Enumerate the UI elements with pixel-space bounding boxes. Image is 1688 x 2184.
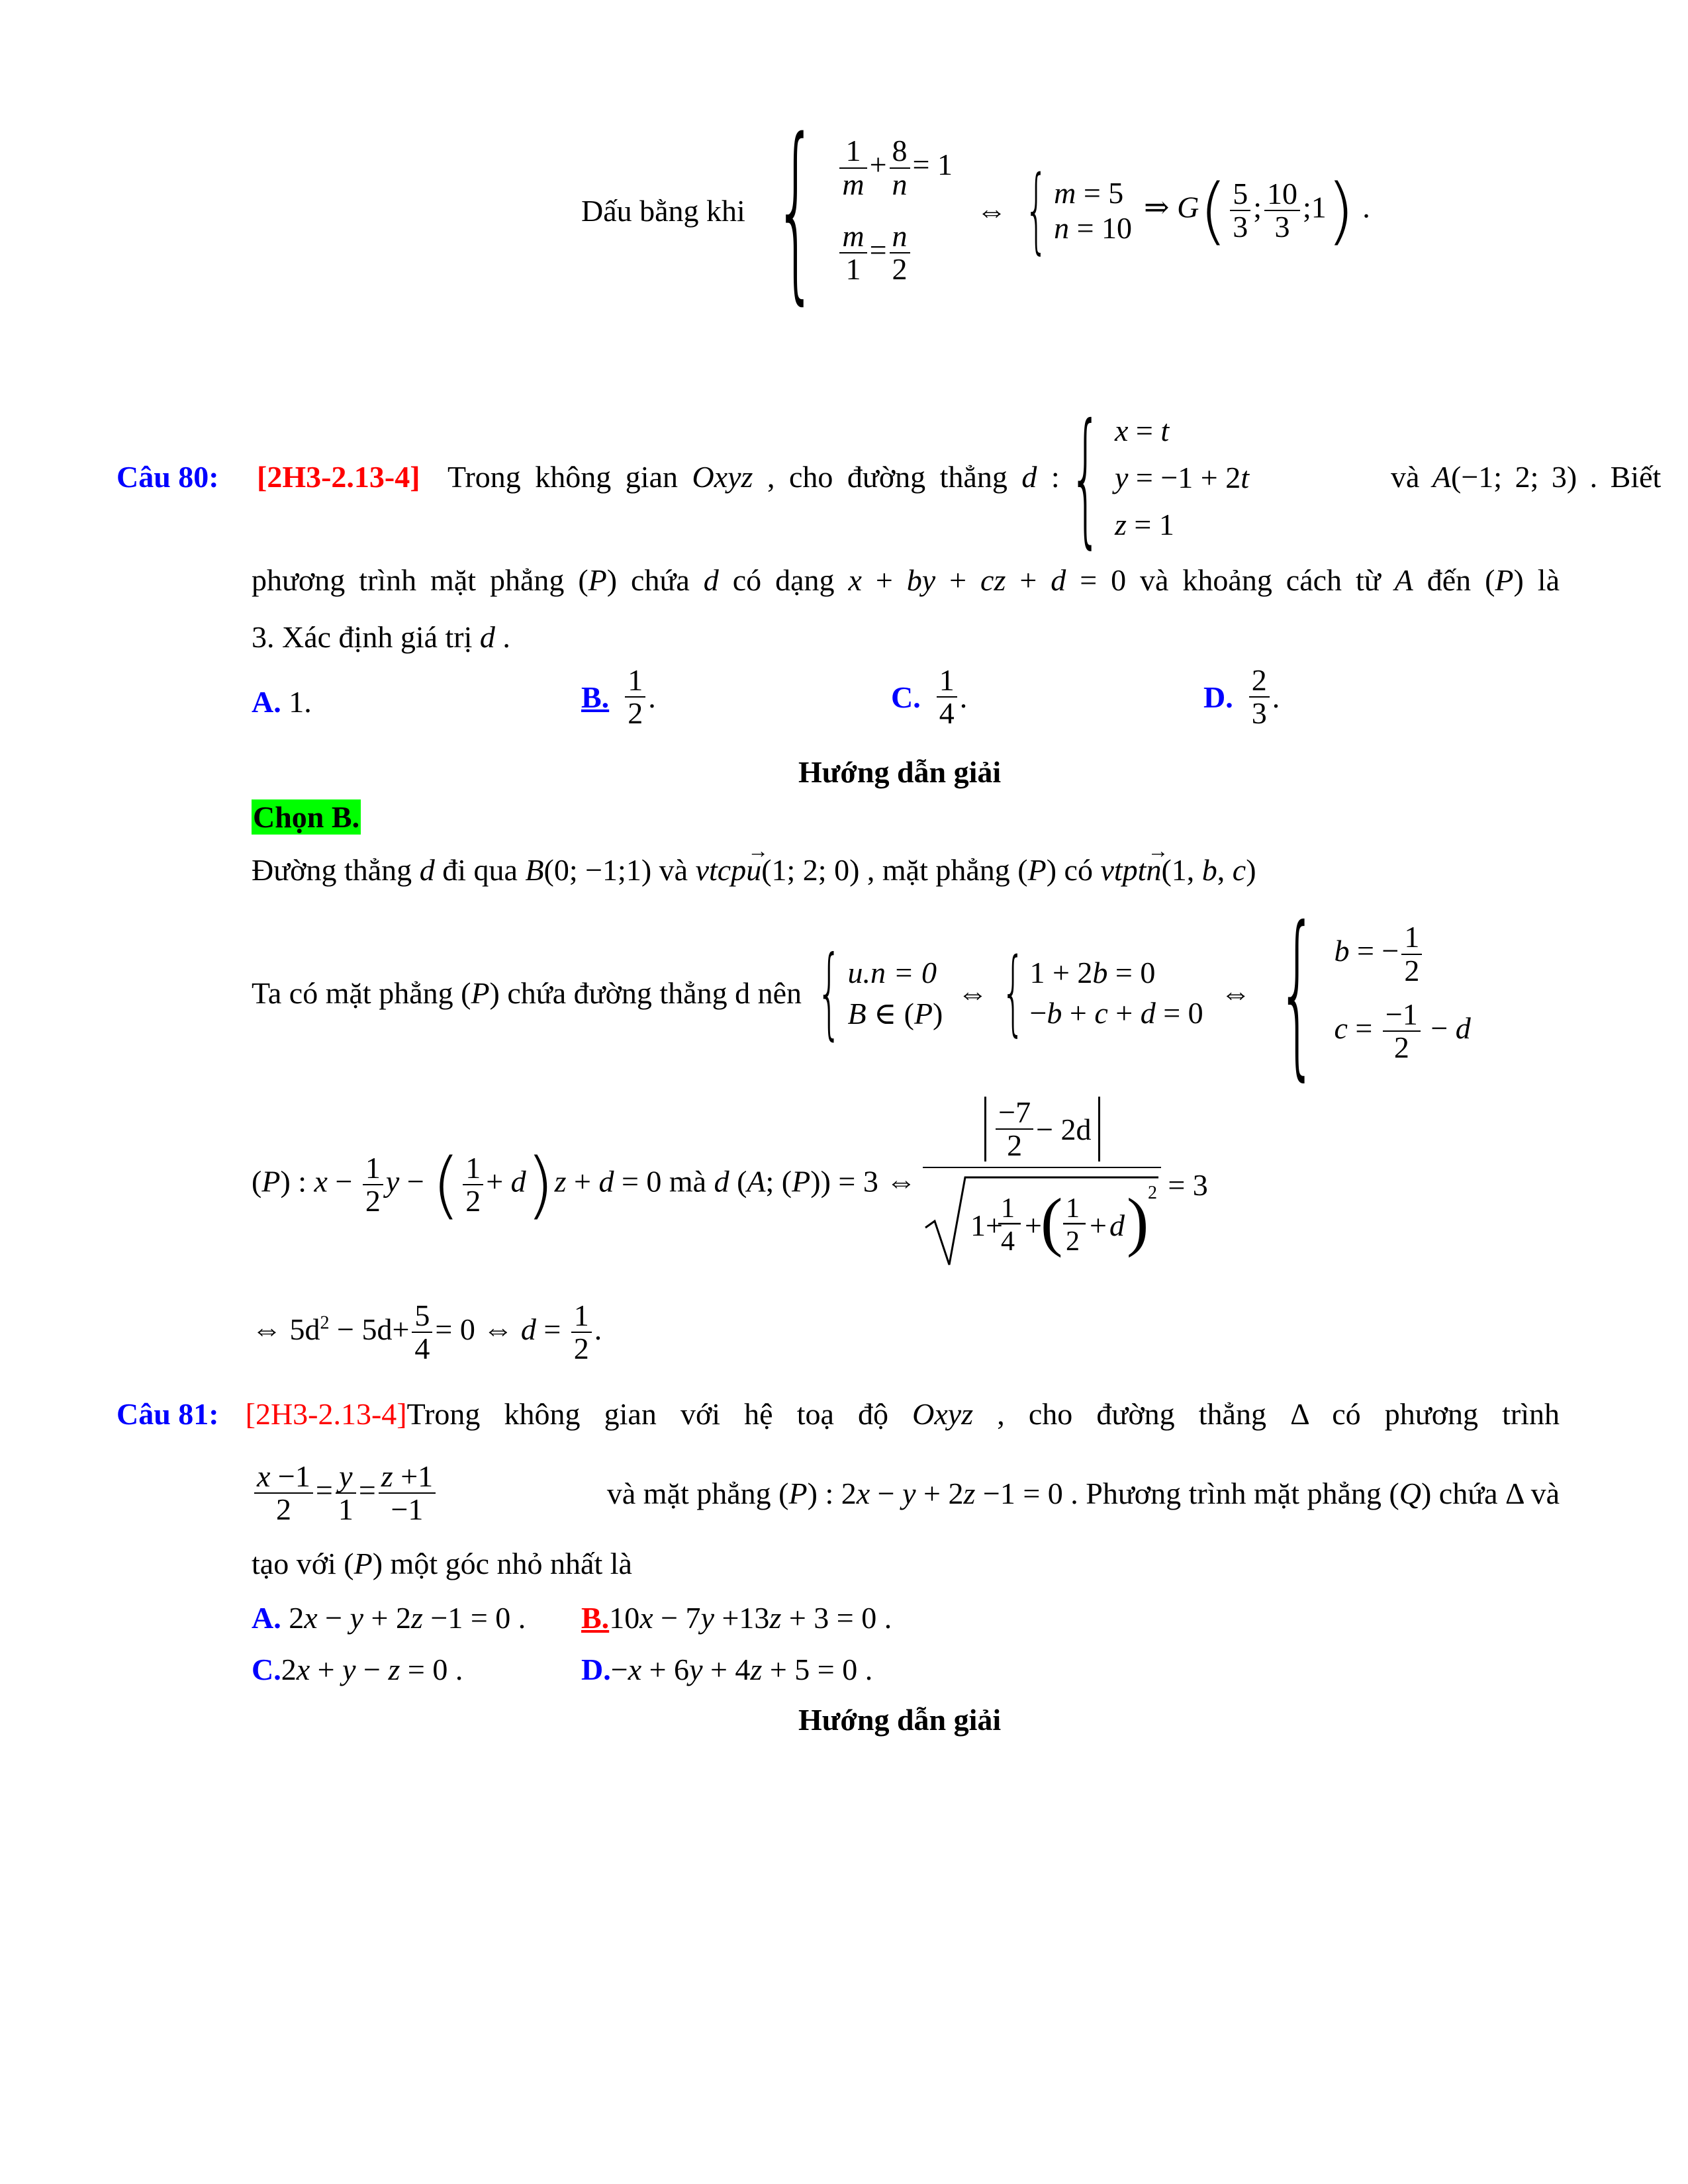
- svg-text:): ): [1127, 1185, 1149, 1259]
- svg-text:1: 1: [1001, 1193, 1015, 1224]
- svg-text:+: +: [1090, 1208, 1107, 1243]
- q81-number: Câu 81:: [117, 1397, 219, 1431]
- q81-stem-a: Câu 81: [2H3-2.13-4] Trong không gian với hệ toạ độ Oxyz , cho đường thẳng Δ có phương trình: [117, 1397, 1560, 1431]
- q81-option-a[interactable]: A. 2x − y + 2z −1 = 0 .: [252, 1601, 526, 1635]
- s2-sys-2: { 1 + 2b = 0 −b + c + d = 0: [1002, 938, 1203, 1046]
- q80-solution-line-2: Ta có mặt phẳng (P) chứa đường thẳng d nên { u.n = 0 B ∈ (P) ⇔ { 1 + 2b = 0 −b + c + d = 0 ⇔ { b = − $\frac{1}{2}$ c = $\frac{-1}{2}$ − d: [252, 888, 1471, 1097]
- distance-fraction: $\frac{-7}{2}$ − 2d 1+ 1 4 + ( 1 2 + d ) 2: [923, 1095, 1161, 1275]
- top-equality-condition: Dấu bằng khi { $\frac{1}{m}$ + $\frac{8}{n}$ = 1 $\frac{m}{1}$ = $\frac{n}{2}$ ⇔ { m = 5 n = 10 ⇒ G( $\frac{5}{3}$ ; $\frac{10}{3}$ ;1) .: [581, 99, 1370, 322]
- q80-number: Câu 80:: [117, 460, 219, 494]
- q80-stem-c: phương trình mặt phẳng (P) chứa d có dạng x + by + cz + d = 0 và khoảng cách từ A đến (P) là: [252, 563, 1560, 597]
- svg-text:+: +: [1025, 1208, 1043, 1243]
- q81-stem-b: $\frac{x -1}{2}$ = $\frac{y}{1}$ = $\frac{z +1}{-1}$ và mặt phẳng (P) : 2x − y + 2z −1 = 0 . Phương trình mặt phẳng (Q) chứa Δ và: [252, 1447, 1560, 1539]
- svg-text:4: 4: [1001, 1226, 1015, 1257]
- q80-solution-line-1: Đường thẳng d đi qua B(0; −1;1) và vtcpu → (1; 2; 0) , mặt phẳng (P) có vtptn → (1, b, c): [252, 839, 1256, 887]
- q81-tag: [2H3-2.13-4]: [245, 1397, 407, 1431]
- q80-header-line: [117, 392, 1662, 562]
- svg-text:d: d: [1109, 1208, 1125, 1243]
- s2-sys-3: { b = − $\frac{1}{2}$ c = $\frac{-1}{2}$ − d: [1277, 888, 1471, 1097]
- svg-text:2: 2: [1148, 1183, 1158, 1204]
- q81-option-b[interactable]: B.10x − 7y +13z + 3 = 0 .: [581, 1601, 892, 1635]
- q80-option-d[interactable]: D. $\frac{2}{3}$ .: [1203, 663, 1280, 731]
- s2-sys-1: { u.n = 0 B ∈ (P): [816, 935, 943, 1050]
- q81-stem-c: tạo với (P) một góc nhỏ nhất là: [252, 1547, 632, 1580]
- q80-option-b[interactable]: B. $\frac{1}{2}$ .: [581, 663, 656, 731]
- top-system-2: { m = 5 n = 10: [1024, 156, 1133, 264]
- q80-answer: Chọn B.: [253, 800, 360, 834]
- svg-text:1: 1: [1066, 1193, 1080, 1224]
- sqrt-symbol: [923, 1175, 1161, 1267]
- top-label: Dấu bằng khi: [581, 193, 745, 228]
- q81-option-c[interactable]: C.2x + y − z = 0 .: [252, 1653, 463, 1686]
- q80-solution-line-4: ⇔ $5d^2 - 5d+$ $\frac{5}{4}$ = 0 ⇔ d = $\frac{1}{2}$ .: [252, 1298, 602, 1365]
- q80-tag: [2H3-2.13-4]: [257, 460, 420, 494]
- q81-solution-title: Hướng dẫn giải: [798, 1703, 1002, 1737]
- q80-solution-line-3: (P) : x − $\frac{1}{2}$ y − ( $\frac{1}{2}$ + d)z + d = 0 mà d (A; (P)) = 3 ⇔ $\frac{-7}{2}$ − 2d 1+ 1 4 + ( 1 2 + d ) 2 = 3: [252, 1085, 1208, 1284]
- svg-text:(: (: [1041, 1185, 1063, 1259]
- q80-option-a[interactable]: A. 1.: [252, 685, 312, 719]
- q80-stem-a: Trong không gian Oxyz , cho đường thẳng d :: [447, 460, 1060, 494]
- q80-stem-b: và A(−1; 2; 3) . Biết: [1391, 460, 1662, 494]
- q81-option-d[interactable]: D.−x + 6y + 4z + 5 = 0 .: [581, 1653, 873, 1686]
- q80-stem-d: 3. Xác định giá trị d .: [252, 620, 510, 654]
- q80-line-system: { x = t y = −1 + 2t z = 1: [1069, 392, 1250, 562]
- top-system-1: { $\frac{1}{m}$ + $\frac{8}{n}$ = 1 $\frac{m}{1}$ = $\frac{n}{2}$: [774, 99, 953, 322]
- q80-solution-title: Hướng dẫn giải: [798, 755, 1002, 789]
- svg-text:2: 2: [1066, 1226, 1080, 1257]
- s2-label: Ta có mặt phẳng (P) chứa đường thẳng d nên: [252, 976, 802, 1010]
- svg-text:1+: 1+: [970, 1208, 1004, 1243]
- q80-option-c[interactable]: C. $\frac{1}{4}$ .: [891, 663, 968, 731]
